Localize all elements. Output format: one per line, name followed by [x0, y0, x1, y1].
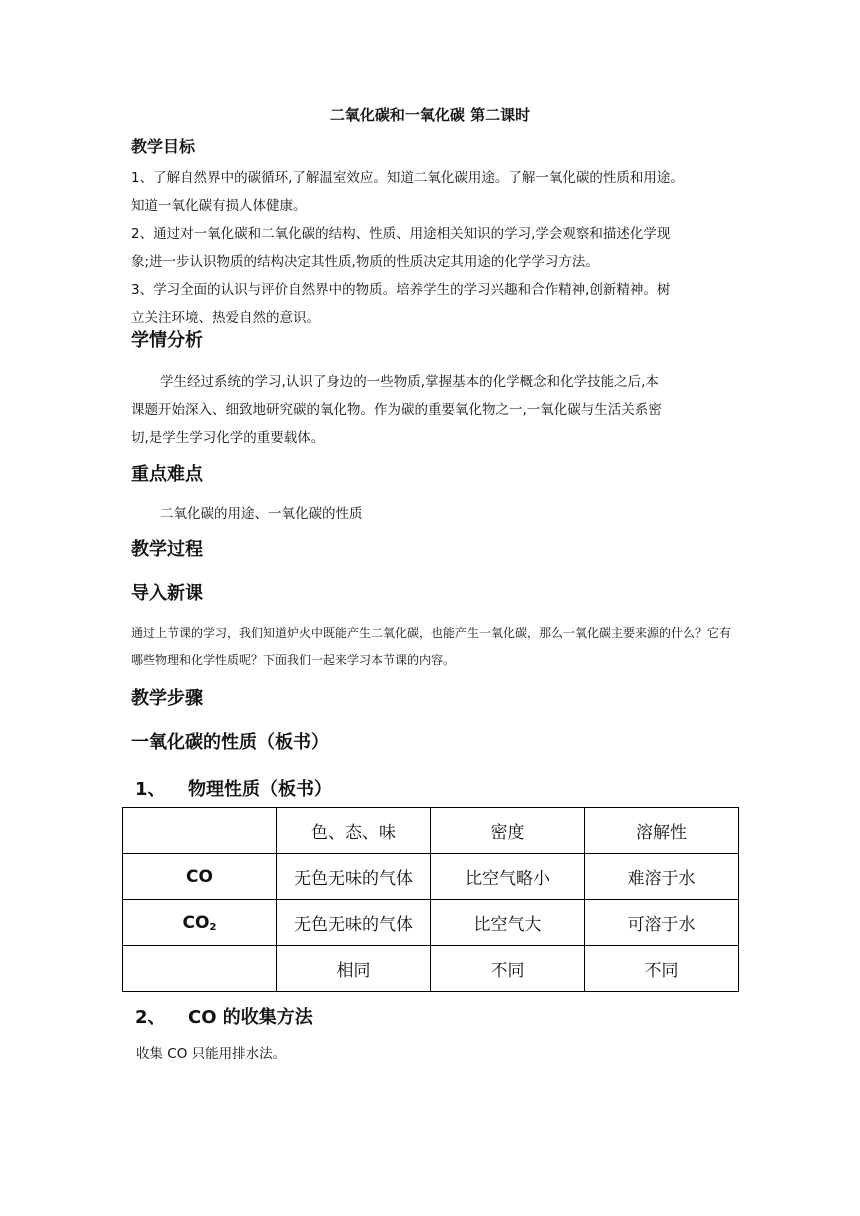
- analysis-line-1: 学生经过系统的学习,认识了身边的一些物质,掌握基本的化学概念和化学技能之后,本: [160, 374, 659, 390]
- goal-3-line-1: 3、学习全面的认识与评价自然界中的物质。培养学生的学习兴趣和合作精神,创新精神。树: [131, 282, 671, 298]
- goal-3-line-2: 立关注环境、热爱自然的意识。: [131, 310, 320, 326]
- table-cell: 难溶于水: [585, 854, 739, 900]
- collection-text: 收集 CO 只能用排水法。: [136, 1046, 287, 1062]
- section-number-1: 1、: [135, 779, 166, 800]
- heading-key-points: 重点难点: [131, 464, 203, 485]
- goal-1-line-1: 1、了解自然界中的碳循环,了解温室效应。知道二氧化碳用途。了解一氧化碳的性质和用途。: [131, 170, 684, 186]
- goal-2-line-1: 2、通过对一氧化碳和二氧化碳的结构、性质、用途相关知识的学习,学会观察和描述化学现: [131, 226, 671, 242]
- heading-co-collection: CO 的收集方法: [188, 1007, 313, 1028]
- table-row: [123, 946, 739, 992]
- analysis-paragraph: [131, 368, 731, 452]
- document-title: 二氧化碳和一氧化碳 第二课时: [329, 106, 531, 124]
- table-cell: 无色无味的气体: [277, 900, 431, 946]
- table-cell: 不同: [431, 946, 585, 992]
- goals-list: [131, 164, 731, 332]
- table-cell: 可溶于水: [585, 900, 739, 946]
- analysis-line-2: 课题开始深入、细致地研究碳的氧化物。作为碳的重要氧化物之一,一氧化碳与生活关系密: [131, 402, 662, 418]
- table-row: [123, 854, 739, 900]
- heading-physical-properties: 物理性质（板书）: [188, 779, 332, 800]
- heading-intro: 导入新课: [131, 583, 203, 604]
- analysis-line-3: 切,是学生学习化学的重要载体。: [131, 430, 325, 446]
- goal-2-line-2: 象;进一步认识物质的结构决定其性质,物质的性质决定其用途的化学学习方法。: [131, 254, 599, 270]
- section-number-2: 2、: [135, 1007, 166, 1028]
- table-row: [123, 900, 739, 946]
- table-cell: 不同: [585, 946, 739, 992]
- table-header-cell: [123, 808, 277, 854]
- row-label-comparison: [123, 946, 277, 992]
- heading-teaching-steps: 教学步骤: [131, 688, 203, 709]
- table-header-cell: 密度: [431, 808, 585, 854]
- key-points-text: 二氧化碳的用途、一氧化碳的性质: [160, 506, 363, 522]
- intro-paragraph: 通过上节课的学习，我们知道炉火中既能产生二氧化碳，也能产生一氧化碳，那么一氧化碳主要来源的什么？它有哪些物理和化学性质呢？下面我们一起来学习本节课的内容。: [131, 626, 732, 667]
- heading-co-properties: 一氧化碳的性质（板书）: [131, 732, 329, 753]
- table-cell: 比空气大: [431, 900, 585, 946]
- table-header-row: [123, 808, 739, 854]
- goal-1-line-2: 知道一氧化碳有损人体健康。: [131, 198, 307, 214]
- properties-table: [122, 807, 739, 992]
- row-label-co: CO: [123, 854, 277, 900]
- heading-teaching-process: 教学过程: [131, 539, 203, 560]
- table-header-cell: 溶解性: [585, 808, 739, 854]
- heading-student-analysis: 学情分析: [131, 330, 203, 351]
- heading-teaching-goals: 教学目标: [131, 137, 196, 156]
- table-cell: 相同: [277, 946, 431, 992]
- row-label-co2: $CO_2$: [123, 900, 277, 946]
- table-cell: 比空气略小: [431, 854, 585, 900]
- table-cell: 无色无味的气体: [277, 854, 431, 900]
- table-header-cell: 色、态、味: [277, 808, 431, 854]
